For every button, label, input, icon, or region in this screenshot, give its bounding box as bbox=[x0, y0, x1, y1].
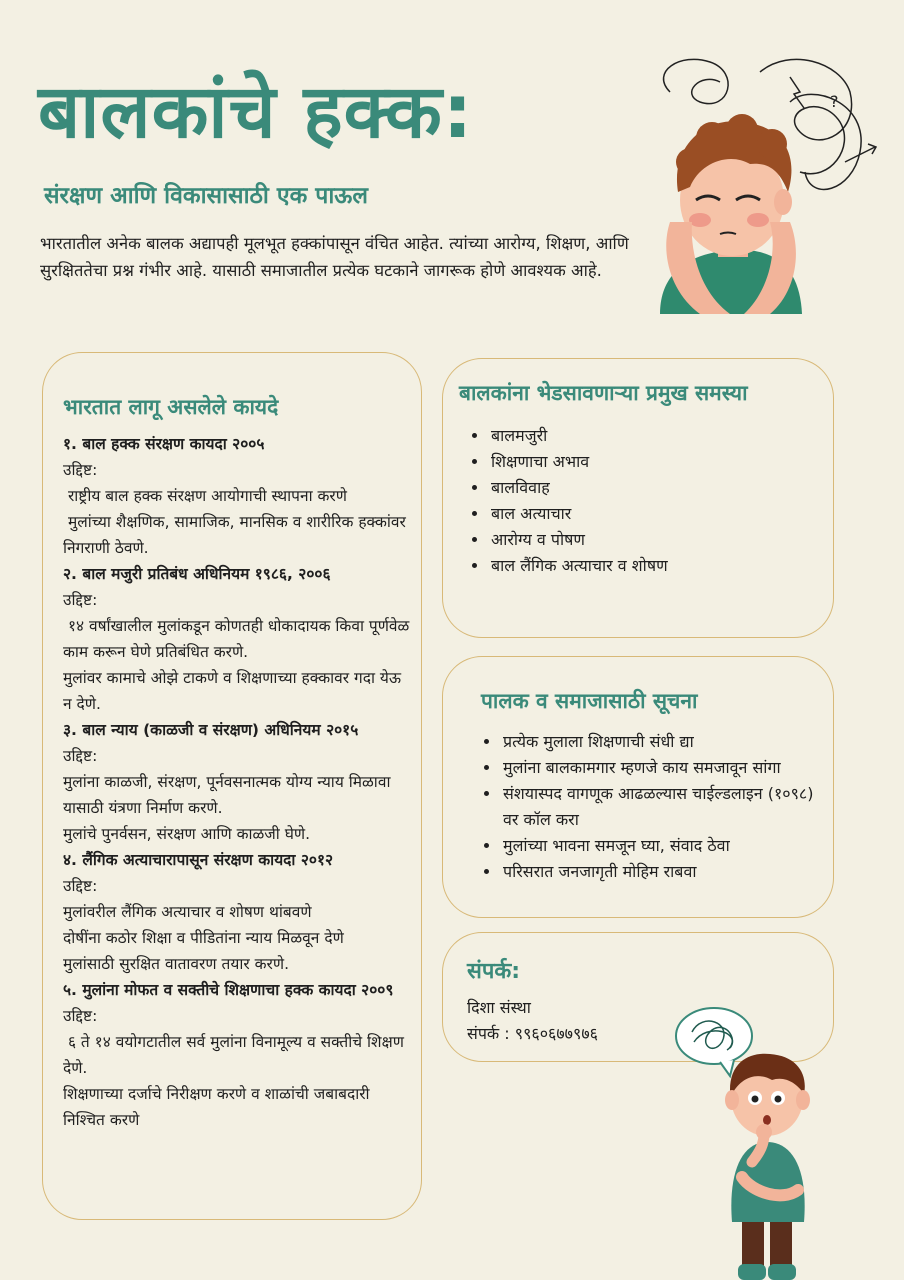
page-subtitle: संरक्षण आणि विकासासाठी एक पाऊल bbox=[44, 183, 368, 209]
law-title: ५. मुलांना मोफत व सक्तीचे शिक्षणाचा हक्क कायदा २००९ bbox=[63, 981, 394, 999]
tip-item: • परिसरात जनजागृती मोहिम राबवा bbox=[501, 859, 823, 885]
problem-list bbox=[459, 423, 817, 579]
contact-phone: संपर्क : ९९६०६७७९७६ bbox=[467, 1024, 598, 1043]
law-purpose-line: मुलांच्या शैक्षणिक, सामाजिक, मानसिक व शारीरिक हक्कांवर निगराणी ठेवणे. bbox=[63, 513, 411, 557]
law-purpose-label: उद्दिष्ट: bbox=[63, 877, 98, 895]
law-title: ३. बाल न्याय (काळजी व संरक्षण) अधिनियम २०१५ bbox=[63, 721, 359, 739]
law-purpose-line: ६ ते १४ वयोगटातील सर्व मुलांना विनामूल्य व सक्तीचे शिक्षण देणे. bbox=[63, 1033, 409, 1077]
laws-heading: भारतात लागू असलेले कायदे bbox=[63, 395, 279, 419]
law-purpose-label: उद्दिष्ट: bbox=[63, 1007, 98, 1025]
page-title: बालकांचे हक्क: bbox=[38, 69, 474, 155]
problem-item: • आरोग्य व पोषण bbox=[489, 527, 817, 553]
law-purpose-line: मुलांचे पुनर्वसन, संरक्षण आणि काळजी घेणे. bbox=[63, 825, 311, 843]
law-list bbox=[63, 431, 413, 1133]
laws-card bbox=[42, 352, 422, 1220]
problems-heading: बालकांना भेडसावणाऱ्या प्रमुख समस्या bbox=[459, 381, 748, 405]
law-purpose-line: शिक्षणाच्या दर्जाचे निरीक्षण करणे व शाळांची जबाबदारी निश्चित करणे bbox=[63, 1085, 375, 1129]
problem-item: • बालविवाह bbox=[489, 475, 817, 501]
law-purpose-line: १४ वर्षांखालील मुलांकडून कोणतही धोकादायक किवा पूर्णवेळ काम करून घेणे प्रतिबंधित करणे. bbox=[63, 617, 415, 661]
tips-heading: पालक व समाजासाठी सूचना bbox=[481, 689, 698, 713]
contact-heading: संपर्क: bbox=[467, 959, 521, 984]
problem-item: • शिक्षणाचा अभाव bbox=[489, 449, 817, 475]
law-purpose-line: मुलांवर कामाचे ओझे टाकणे व शिक्षणाच्या हक्कावर गदा येऊ न देणे. bbox=[63, 669, 406, 713]
tip-item: • प्रत्येक मुलाला शिक्षणाची संधी द्या bbox=[501, 729, 823, 755]
tip-item: • मुलांना बालकामगार म्हणजे काय समजावून सांगा bbox=[501, 755, 823, 781]
intro-paragraph: भारतातील अनेक बालक अद्यापही मूलभूत हक्कांपासून वंचित आहेत. त्यांच्या आरोग्य, शिक्षण, आणि सुरक्षिततेचा प्रश्न गंभीर आहे. यासाठी समाजातील प्रत्येक घटकाने जागरूक होणे आवश्यक आहे. bbox=[40, 234, 629, 280]
problem-item: • बालमजुरी bbox=[489, 423, 817, 449]
law-title: २. बाल मजुरी प्रतिबंध अधिनियम १९८६, २००६ bbox=[63, 565, 331, 583]
law-title: १. बाल हक्क संरक्षण कायदा २००५ bbox=[63, 435, 265, 453]
tip-list bbox=[481, 729, 823, 885]
problem-item: • बाल लैंगिक अत्याचार व शोषण bbox=[489, 553, 817, 579]
law-purpose-line: मुलांवरील लैंगिक अत्याचार व शोषण थांबवणे bbox=[63, 903, 312, 921]
tip-item: • संशयास्पद वागणूक आढळल्यास चाईल्डलाइन (१०९८) वर कॉल करा bbox=[501, 781, 823, 833]
law-purpose-label: उद्दिष्ट: bbox=[63, 591, 98, 609]
law-purpose-label: उद्दिष्ट: bbox=[63, 461, 98, 479]
law-purpose-label: उद्दिष्ट: bbox=[63, 747, 98, 765]
tip-item: • मुलांच्या भावना समजून घ्या, संवाद ठेवा bbox=[501, 833, 823, 859]
worried-child-illustration bbox=[640, 52, 890, 314]
law-purpose-line: दोषींना कठोर शिक्षा व पीडितांना न्याय मिळवून देणे bbox=[63, 929, 344, 947]
svg-text:?: ? bbox=[830, 92, 839, 111]
tips-card bbox=[442, 656, 834, 918]
contact-org: दिशा संस्था bbox=[467, 998, 531, 1017]
law-purpose-line: मुलांना काळजी, संरक्षण, पूर्नवसनात्मक योग्य न्याय मिळावा यासाठी यंत्रणा निर्माण करणे. bbox=[63, 773, 396, 817]
problem-item: • बाल अत्याचार bbox=[489, 501, 817, 527]
law-title: ४. लैंगिक अत्याचारापासून संरक्षण कायदा २०१२ bbox=[63, 851, 334, 869]
law-purpose-line: राष्ट्रीय बाल हक्क संरक्षण आयोगाची स्थापना करणे bbox=[63, 487, 347, 505]
thinking-child-illustration bbox=[672, 1002, 822, 1280]
law-purpose-line: मुलांसाठी सुरक्षित वातावरण तयार करणे. bbox=[63, 955, 289, 973]
problems-card bbox=[442, 358, 834, 638]
